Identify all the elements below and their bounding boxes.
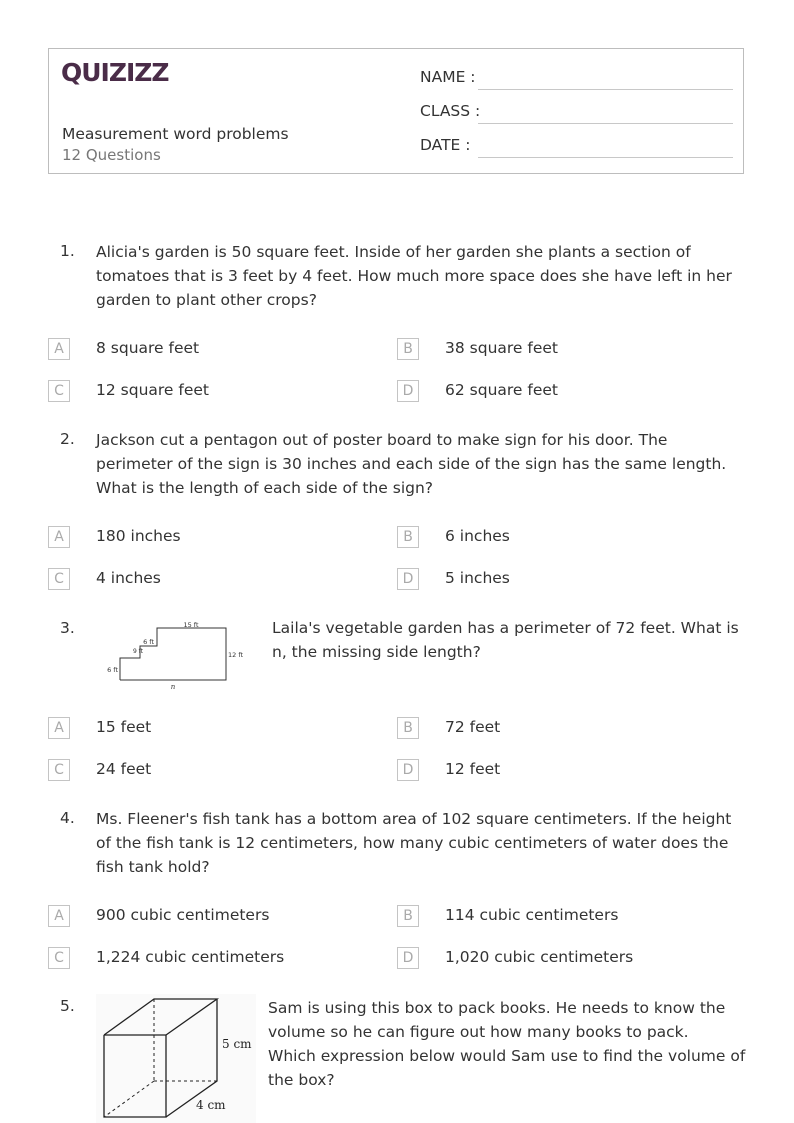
quizizz-logo: QUIZIZZ xyxy=(61,58,169,87)
label-right: 12 ft xyxy=(228,651,244,659)
q1-option-a-box[interactable]: A xyxy=(48,338,70,360)
question-1-text: Alicia's garden is 50 square feet. Inside of her garden she plants a section of tomatoes that is 3 feet by 4 feet. How much more space does she have left in her garden to plant other crops? xyxy=(96,243,732,309)
label-left: 6 ft xyxy=(107,666,118,674)
q2-option-d-box[interactable]: D xyxy=(397,568,419,590)
question-2-text: Jackson cut a pentagon out of poster board to make sign for his door. The perimeter of the sign is 30 inches and each side of the sign has the same length. What is the length of each side of the sign? xyxy=(96,431,727,497)
label-bottom: n xyxy=(170,683,176,691)
question-5-line-2: volume so he can figure out how many books to pack. xyxy=(268,1023,689,1041)
date-label: DATE : xyxy=(420,136,471,154)
q4-option-a-text: 900 cubic centimeters xyxy=(96,906,270,924)
question-4-text: Ms. Fleener's fish tank has a bottom area of 102 square centimeters. If the height of the fish tank is 12 centimeters, how many cubic centimeters of water does the fish tank hold? xyxy=(96,810,732,876)
q1-option-c-box[interactable]: C xyxy=(48,380,70,402)
q1-option-b-text: 38 square feet xyxy=(445,339,558,357)
q4-option-d-text: 1,020 cubic centimeters xyxy=(445,948,634,966)
name-label: NAME : xyxy=(420,68,476,86)
q3-option-c-text: 24 feet xyxy=(96,760,152,778)
question-5-line-1: Sam is using this box to pack books. He needs to know the xyxy=(268,999,726,1017)
label-step-side: 6 ft xyxy=(143,638,154,646)
class-label: CLASS : xyxy=(420,102,481,120)
q4-option-d-box[interactable]: D xyxy=(397,947,419,969)
q4-option-b-box[interactable]: B xyxy=(397,905,419,927)
garden-figure xyxy=(100,618,260,693)
q1-option-c-text: 12 square feet xyxy=(96,381,209,399)
question-2-number: 2. xyxy=(60,430,75,448)
q3-option-c-box[interactable]: C xyxy=(48,759,70,781)
q1-option-d-text: 62 square feet xyxy=(445,381,558,399)
box-figure xyxy=(96,994,256,1123)
date-field[interactable] xyxy=(478,157,733,158)
q4-option-b-text: 114 cubic centimeters xyxy=(445,906,619,924)
label-step-top: 9 ft xyxy=(132,648,144,655)
q3-option-d-box[interactable]: D xyxy=(397,759,419,781)
worksheet-title: Measurement word problems xyxy=(62,125,289,143)
q3-option-a-text: 15 feet xyxy=(96,718,152,736)
q2-option-a-box[interactable]: A xyxy=(48,526,70,548)
question-5-text xyxy=(268,996,748,1092)
q4-option-a-box[interactable]: A xyxy=(48,905,70,927)
class-field[interactable] xyxy=(478,123,733,124)
q2-option-d-text: 5 inches xyxy=(445,569,510,587)
q2-option-b-text: 6 inches xyxy=(445,527,510,545)
question-5-line-3: Which expression below would Sam use to find the volume of xyxy=(268,1047,746,1065)
label-height: 5 cm xyxy=(222,1037,252,1051)
q2-option-c-text: 4 inches xyxy=(96,569,161,587)
q4-option-c-text: 1,224 cubic centimeters xyxy=(96,948,285,966)
q3-option-d-text: 12 feet xyxy=(445,760,501,778)
question-4-number: 4. xyxy=(60,809,75,827)
name-field[interactable] xyxy=(478,89,733,90)
q1-option-d-box[interactable]: D xyxy=(397,380,419,402)
label-width: 4 cm xyxy=(196,1098,226,1112)
q3-option-a-box[interactable]: A xyxy=(48,717,70,739)
q1-option-a-text: 8 square feet xyxy=(96,339,200,357)
question-3-number: 3. xyxy=(60,619,75,637)
q3-option-b-box[interactable]: B xyxy=(397,717,419,739)
question-5-line-4: the box? xyxy=(268,1071,335,1089)
q2-option-b-box[interactable]: B xyxy=(397,526,419,548)
question-1-number: 1. xyxy=(60,242,75,260)
label-top: 15 ft xyxy=(183,621,199,629)
q2-option-c-box[interactable]: C xyxy=(48,568,70,590)
q2-option-a-text: 180 inches xyxy=(96,527,181,545)
question-5-number: 5. xyxy=(60,997,75,1015)
q3-option-b-text: 72 feet xyxy=(445,718,501,736)
q4-option-c-box[interactable]: C xyxy=(48,947,70,969)
q1-option-b-box[interactable]: B xyxy=(397,338,419,360)
question-3-text: Laila's vegetable garden has a perimeter of 72 feet. What is n, the missing side length? xyxy=(272,619,739,661)
question-count: 12 Questions xyxy=(62,146,161,164)
